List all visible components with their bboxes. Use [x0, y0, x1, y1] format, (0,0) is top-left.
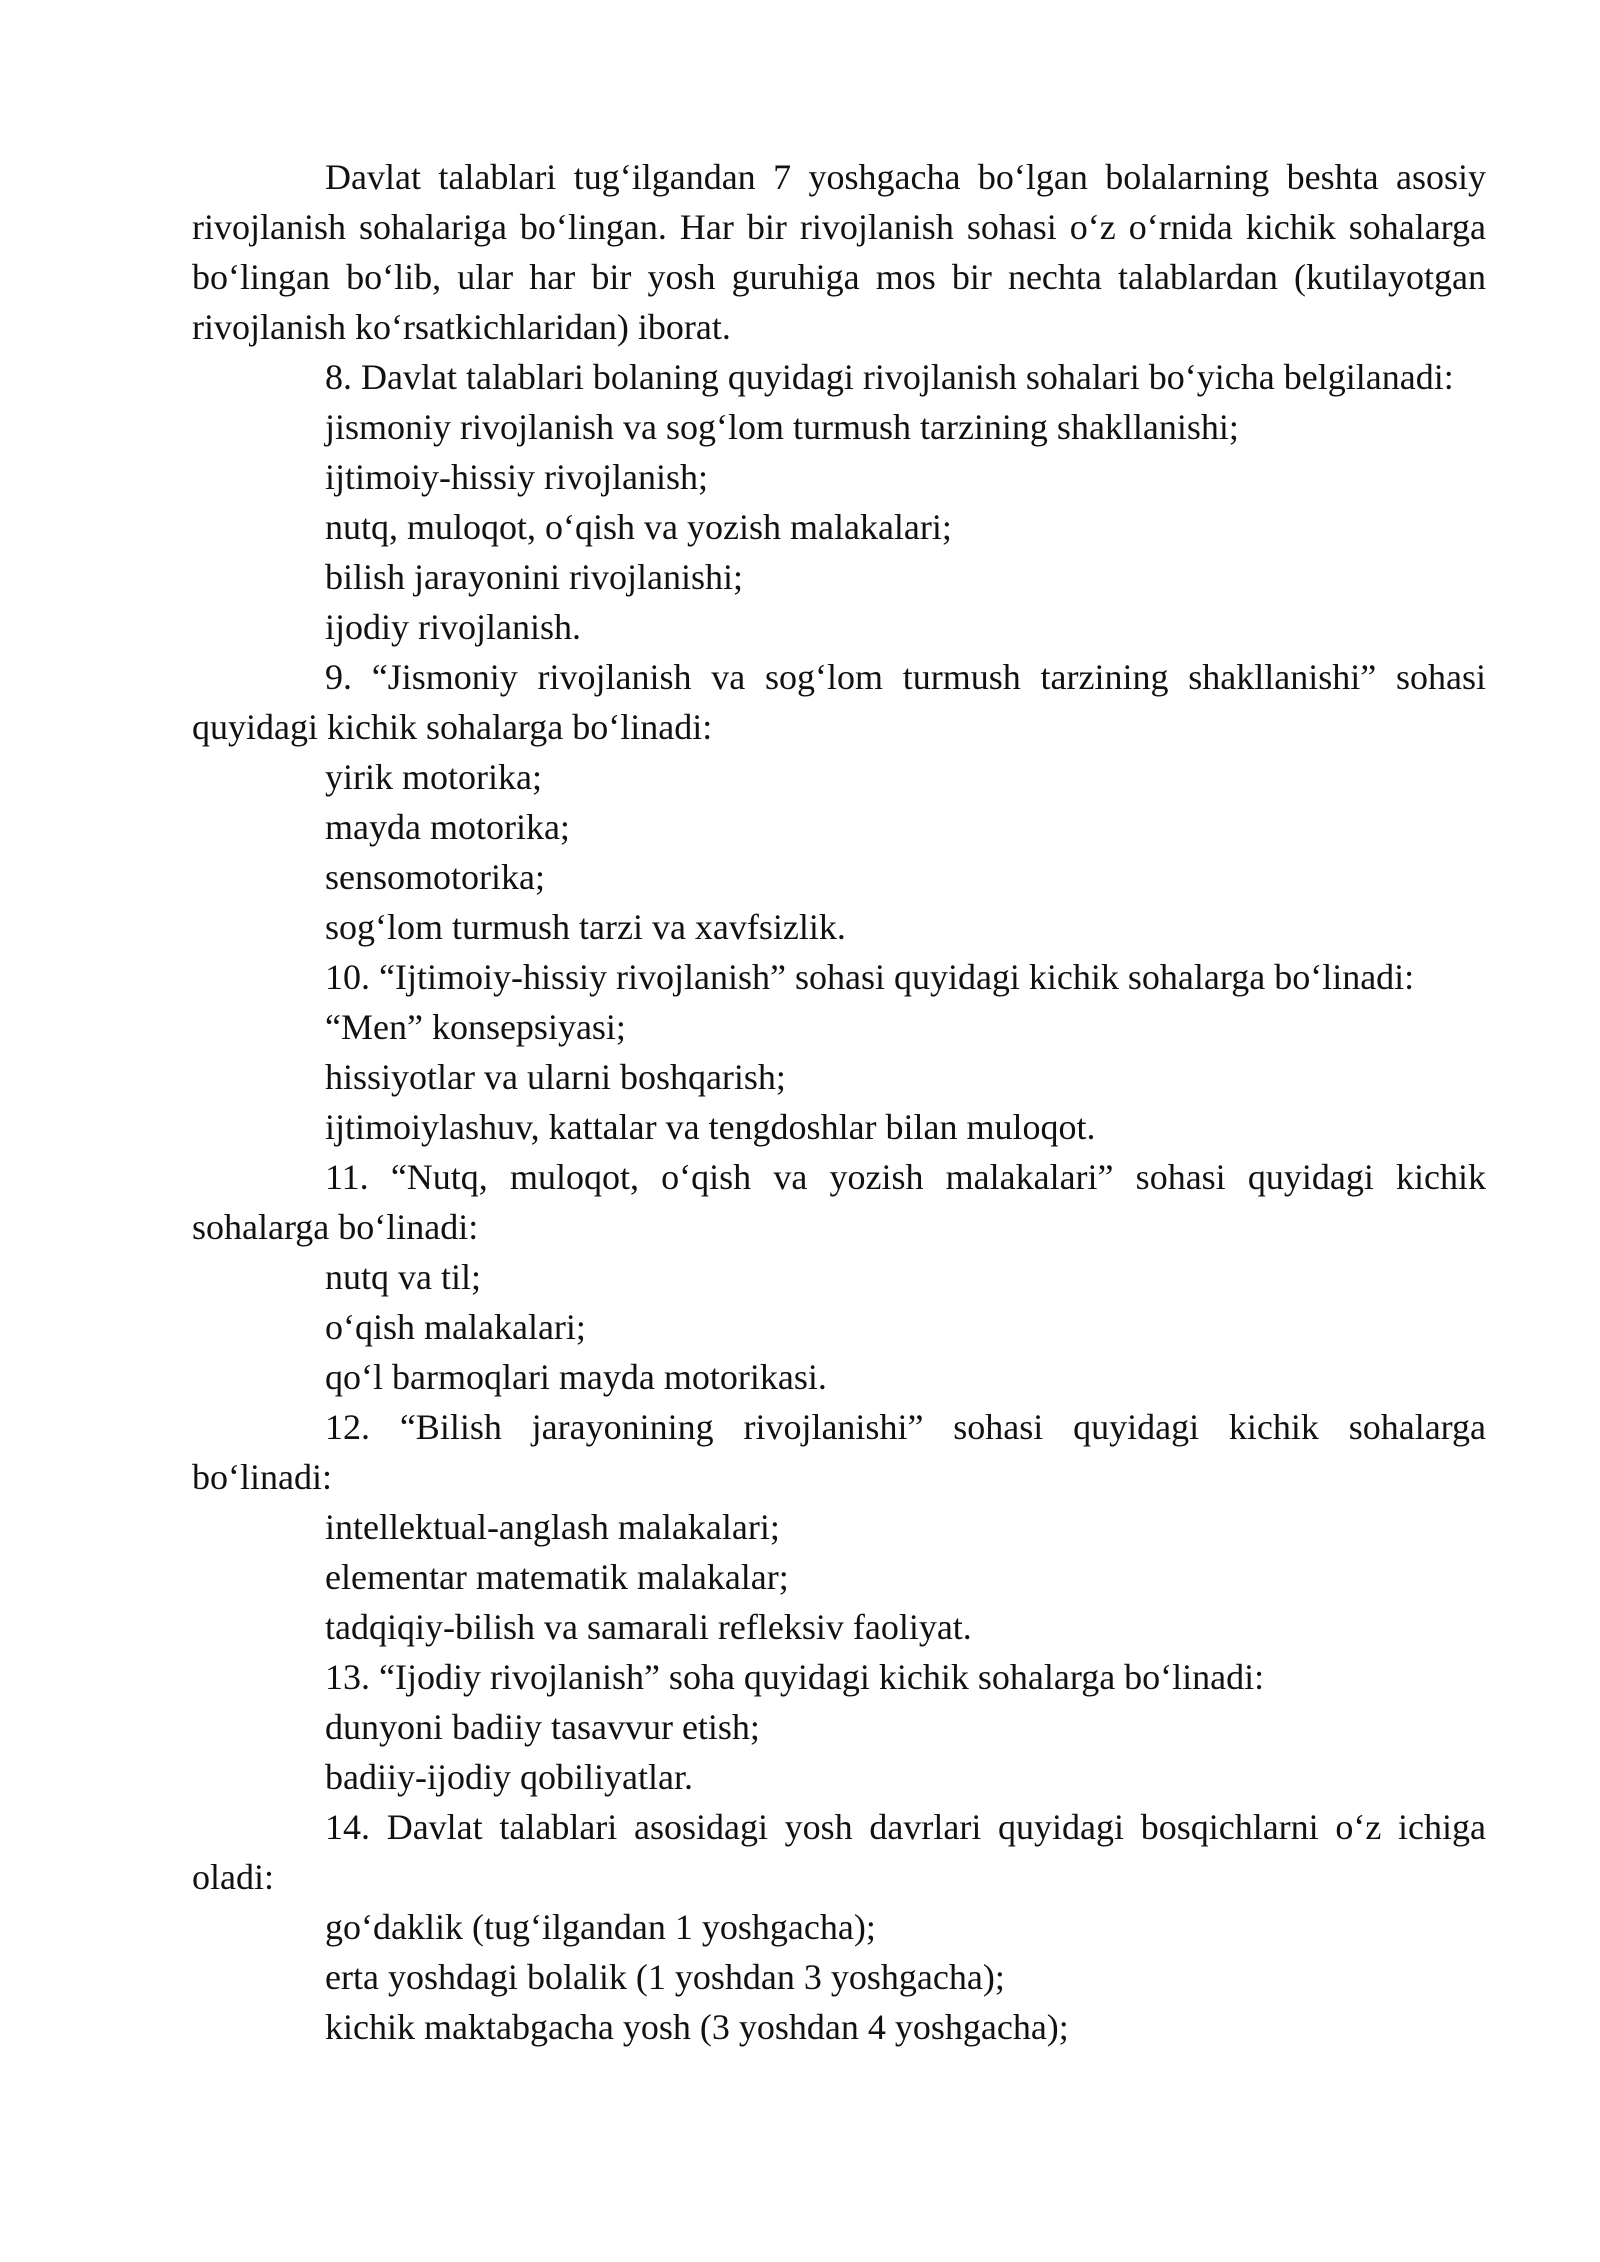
list-item: nutq, muloqot, o‘qish va yozish malakalari; [325, 507, 952, 547]
list-item: ijtimoiy-hissiy rivojlanish; [325, 457, 709, 497]
list-item: go‘daklik (tug‘ilgandan 1 yoshgacha); [325, 1907, 876, 1947]
list-item: sensomotorika; [325, 857, 545, 897]
list-item: bilish jarayonini rivojlanishi; [325, 557, 743, 597]
list-item: “Men” konsepsiyasi; [325, 1007, 626, 1047]
list-item: badiiy-ijodiy qobiliyatlar. [325, 1757, 693, 1797]
section-13-paragraph: 13. “Ijodiy rivojlanish” soha quyidagi kichik sohalarga bo‘linadi: [325, 1657, 1265, 1697]
section-14-paragraph: 14. Davlat talablari asosidagi yosh davrlari quyidagi bosqichlarni o‘z ichiga oladi: [192, 1807, 1486, 1897]
document-body [192, 152, 1486, 2052]
section-11-paragraph: 11. “Nutq, muloqot, o‘qish va yozish malakalari” sohasi quyidagi kichik sohalarga bo‘linadi: [192, 1157, 1486, 1247]
list-item: qo‘l barmoqlari mayda motorikasi. [325, 1357, 827, 1397]
list-item: intellektual-anglash malakalari; [325, 1507, 780, 1547]
list-item: elementar matematik malakalar; [325, 1557, 789, 1597]
list-item: yirik motorika; [325, 757, 542, 797]
list-item: ijtimoiylashuv, kattalar va tengdoshlar bilan muloqot. [325, 1107, 1096, 1147]
list-item: kichik maktabgacha yosh (3 yoshdan 4 yoshgacha); [325, 2007, 1069, 2047]
list-item: sog‘lom turmush tarzi va xavfsizlik. [325, 907, 846, 947]
section-10-paragraph: 10. “Ijtimoiy-hissiy rivojlanish” sohasi quyidagi kichik sohalarga bo‘linadi: [325, 957, 1415, 997]
list-item: jismoniy rivojlanish va sog‘lom turmush tarzining shakllanishi; [325, 407, 1239, 447]
intro-paragraph: Davlat talablari tug‘ilgandan 7 yoshgacha bo‘lgan bolalarning beshta asosiy rivojlanish sohalariga bo‘lingan. Har bir rivojlanish sohasi o‘z o‘rnida kichik sohalarga bo‘lingan bo‘lib, ular har bir yosh guruhiga mos bir nechta talablardan (kutilayotgan rivojlanish ko‘rsatkichlaridan) iborat. [192, 157, 1486, 347]
section-8-paragraph: 8. Davlat talablari bolaning quyidagi rivojlanish sohalari bo‘yicha belgilanadi: [325, 357, 1454, 397]
list-item: tadqiqiy-bilish va samarali refleksiv faoliyat. [325, 1607, 972, 1647]
section-9-paragraph: 9. “Jismoniy rivojlanish va sog‘lom turmush tarzining shakllanishi” sohasi quyidagi kichik sohalarga bo‘linadi: [192, 657, 1486, 747]
section-12-paragraph: 12. “Bilish jarayonining rivojlanishi” sohasi quyidagi kichik sohalarga bo‘linadi: [192, 1407, 1486, 1497]
list-item: o‘qish malakalari; [325, 1307, 586, 1347]
list-item: nutq va til; [325, 1257, 481, 1297]
list-item: dunyoni badiiy tasavvur etish; [325, 1707, 760, 1747]
list-item: hissiyotlar va ularni boshqarish; [325, 1057, 786, 1097]
list-item: erta yoshdagi bolalik (1 yoshdan 3 yoshgacha); [325, 1957, 1005, 1997]
list-item: ijodiy rivojlanish. [325, 607, 581, 647]
list-item: mayda motorika; [325, 807, 570, 847]
